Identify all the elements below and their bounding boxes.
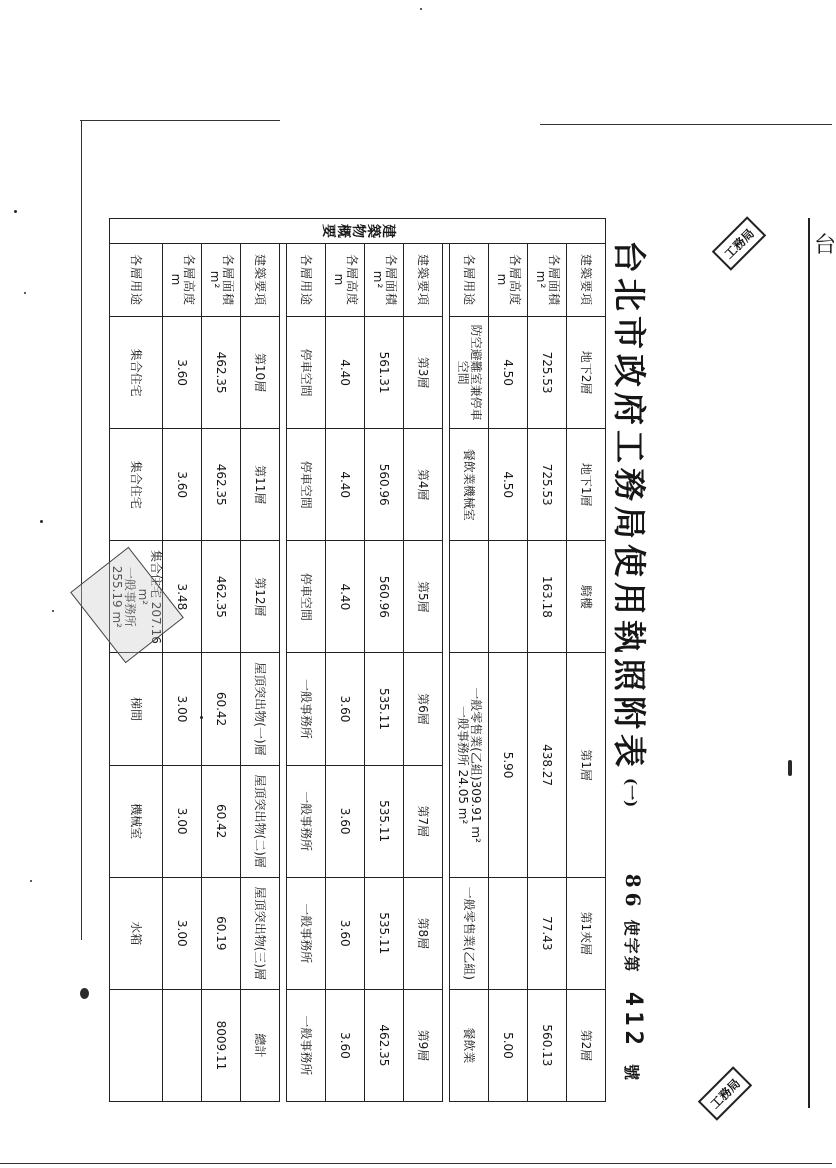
side-label-char: 要 bbox=[320, 224, 336, 238]
cell-height: 3.60 bbox=[326, 653, 365, 765]
official-stamp-top bbox=[712, 216, 766, 270]
cell-use: 集合住宅 bbox=[110, 429, 163, 541]
cell-use: 一般事務所 bbox=[287, 765, 326, 877]
cell-project: 第1層 bbox=[567, 653, 606, 877]
document-sheet bbox=[110, 218, 658, 1102]
cell-project: 第12層 bbox=[241, 541, 280, 653]
cell-project: 第5層 bbox=[404, 541, 443, 653]
cell-project: 屋頂突出物(三)層 bbox=[241, 877, 280, 989]
cell-project: 第9層 bbox=[404, 989, 443, 1101]
cell-height bbox=[489, 541, 528, 653]
table-row bbox=[241, 219, 280, 1102]
official-stamp-bottom-text: 工務局 bbox=[707, 1076, 744, 1112]
scan-speck bbox=[30, 880, 32, 882]
permit-suffix: 號 bbox=[622, 1063, 641, 1082]
scan-speck bbox=[52, 610, 54, 612]
cell-area: 462.35 bbox=[202, 429, 241, 541]
cell-height: 3.60 bbox=[326, 765, 365, 877]
cell-project: 第8層 bbox=[404, 877, 443, 989]
cell-area: 8009.11 bbox=[202, 989, 241, 1101]
official-stamp-top-text: 工務局 bbox=[721, 226, 758, 262]
side-label-char: 築 bbox=[365, 224, 381, 238]
cell-project: 地下2層 bbox=[567, 317, 606, 429]
cell-area: 535.11 bbox=[365, 877, 404, 989]
cell-use: 一般零售業(乙組)309.91 m² 一般事務所 24.05 m² bbox=[450, 653, 489, 877]
permit-serial: 412 bbox=[620, 991, 648, 1050]
cell-project: 第11層 bbox=[241, 429, 280, 541]
cell-project: 第2層 bbox=[567, 989, 606, 1101]
table-row bbox=[528, 219, 567, 1102]
cell-height: 3.48 bbox=[163, 541, 202, 653]
cell-use: 機械室 bbox=[110, 765, 163, 877]
official-stamp-bottom bbox=[698, 1066, 752, 1120]
cell-project: 總計 bbox=[241, 989, 280, 1101]
scan-frame-line bbox=[80, 120, 280, 121]
cell-area: 535.11 bbox=[365, 765, 404, 877]
cell-use: 梯間 bbox=[110, 653, 163, 765]
row-label-height: 各層高度 m bbox=[489, 244, 528, 317]
cell-project: 騎樓 bbox=[567, 541, 606, 653]
cell-use: 停車空間 bbox=[287, 317, 326, 429]
side-label-char: 概 bbox=[335, 224, 351, 238]
document-title-bar bbox=[606, 218, 658, 1102]
section-divider-cell bbox=[443, 244, 450, 1102]
row-label-height: 各層高度 m bbox=[163, 244, 202, 317]
row-label-area: 各層面積 m² bbox=[365, 244, 404, 317]
table-row bbox=[404, 219, 443, 1102]
scan-speck bbox=[40, 520, 43, 523]
cell-height: 4.50 bbox=[489, 429, 528, 541]
cell-use: 一般事務所 bbox=[287, 653, 326, 765]
document-title: 台北市政府工務局使用執照附表 bbox=[610, 240, 650, 772]
cell-area: 561.31 bbox=[365, 317, 404, 429]
scan-speck bbox=[14, 210, 17, 213]
cell-use: 集合住宅 207.16 m² 一般事務所 255.19 m² bbox=[110, 541, 163, 653]
cell-area: 725.53 bbox=[528, 429, 567, 541]
document-title-index: (一) bbox=[622, 778, 641, 808]
scan-frame-line bbox=[81, 120, 82, 940]
cell-project: 第1夾層 bbox=[567, 877, 606, 989]
scan-frame-line bbox=[0, 1163, 832, 1164]
cell-height: 5.00 bbox=[489, 989, 528, 1101]
cell-area: 438.27 bbox=[528, 653, 567, 877]
table-row bbox=[163, 219, 202, 1102]
row-label-area: 各層面積 m² bbox=[202, 244, 241, 317]
cell-area: 560.96 bbox=[365, 541, 404, 653]
cell-height bbox=[489, 877, 528, 989]
cell-project: 第10層 bbox=[241, 317, 280, 429]
cell-project: 第7層 bbox=[404, 765, 443, 877]
section-divider bbox=[280, 219, 287, 1102]
scan-speck bbox=[24, 292, 26, 294]
cell-area: 462.35 bbox=[365, 989, 404, 1101]
permit-word: 使字第 bbox=[622, 919, 641, 974]
cell-area: 60.42 bbox=[202, 765, 241, 877]
cell-height: 4.40 bbox=[326, 317, 365, 429]
cell-height: 4.50 bbox=[489, 317, 528, 429]
cell-use: 餐飲業 bbox=[450, 989, 489, 1101]
row-label-area: 各層面積 m² bbox=[528, 244, 567, 317]
cell-height: 5.90 bbox=[489, 653, 528, 877]
cell-use bbox=[110, 989, 163, 1101]
cell-height: 4.40 bbox=[326, 541, 365, 653]
cell-project: 第6層 bbox=[404, 653, 443, 765]
cell-height: 3.00 bbox=[163, 653, 202, 765]
cell-area: 560.96 bbox=[365, 429, 404, 541]
cell-height: 3.60 bbox=[163, 317, 202, 429]
cell-area: 560.13 bbox=[528, 989, 567, 1101]
scan-speck bbox=[80, 988, 89, 999]
cell-project: 屋頂突出物(一)層 bbox=[241, 653, 280, 765]
side-label-char: 建 bbox=[380, 224, 396, 238]
cell-height: 4.40 bbox=[326, 429, 365, 541]
cell-height: 3.60 bbox=[326, 989, 365, 1101]
cell-height: 3.60 bbox=[326, 877, 365, 989]
table-row bbox=[489, 219, 528, 1102]
table-row bbox=[450, 219, 489, 1102]
cell-area: 163.18 bbox=[528, 541, 567, 653]
row-label-project: 建築要項 bbox=[404, 244, 443, 317]
scan-frame-line bbox=[540, 124, 832, 125]
side-label-char: 物 bbox=[350, 224, 366, 238]
cell-use: 集合住宅 bbox=[110, 317, 163, 429]
cell-use: 一般事務所 bbox=[287, 989, 326, 1101]
section-divider-cell bbox=[280, 244, 287, 1102]
row-label-use: 各層用途 bbox=[110, 244, 163, 317]
cell-height: 3.00 bbox=[163, 765, 202, 877]
cell-area: 462.35 bbox=[202, 541, 241, 653]
adjacent-page-edge bbox=[808, 218, 834, 1108]
row-label-height: 各層高度 m bbox=[326, 244, 365, 317]
document-frame bbox=[110, 218, 658, 1102]
cell-use: 餐飲業機械室 bbox=[450, 429, 489, 541]
table-row bbox=[110, 219, 163, 1102]
table-row bbox=[202, 219, 241, 1102]
section-divider bbox=[443, 219, 450, 1102]
building-summary-table bbox=[109, 218, 606, 1102]
row-label-use: 各層用途 bbox=[287, 244, 326, 317]
cell-use: 防空避難室兼停車空間 bbox=[450, 317, 489, 429]
cell-use bbox=[450, 541, 489, 653]
row-label-use: 各層用途 bbox=[450, 244, 489, 317]
table-row bbox=[365, 219, 404, 1102]
table-row bbox=[567, 219, 606, 1102]
scan-speck bbox=[420, 8, 422, 10]
scan-speck bbox=[788, 760, 792, 776]
cell-project: 第4層 bbox=[404, 429, 443, 541]
cell-height: 3.60 bbox=[163, 429, 202, 541]
cell-use: 停車空間 bbox=[287, 429, 326, 541]
side-label bbox=[110, 219, 606, 244]
cell-use: 水箱 bbox=[110, 877, 163, 989]
cell-height bbox=[163, 989, 202, 1101]
adjacent-page-char: 台 bbox=[814, 233, 836, 258]
cell-use: 一般零售業(乙組) bbox=[450, 877, 489, 989]
cell-area: 60.19 bbox=[202, 877, 241, 989]
row-label-project: 建築要項 bbox=[241, 244, 280, 317]
cell-project: 第3層 bbox=[404, 317, 443, 429]
cell-use: 停車空間 bbox=[287, 541, 326, 653]
cell-area: 60.42 bbox=[202, 653, 241, 765]
table-row bbox=[326, 219, 365, 1102]
row-label-project: 建築要項 bbox=[567, 244, 606, 317]
cell-area: 462.35 bbox=[202, 317, 241, 429]
permit-number bbox=[620, 874, 648, 1090]
table-row bbox=[287, 219, 326, 1102]
cell-project: 地下1層 bbox=[567, 429, 606, 541]
cell-area: 535.11 bbox=[365, 653, 404, 765]
permit-year: 86 bbox=[621, 873, 645, 912]
cell-area: 725.53 bbox=[528, 317, 567, 429]
cell-height: 3.00 bbox=[163, 877, 202, 989]
cell-use: 一般事務所 bbox=[287, 877, 326, 989]
cell-area: 77.43 bbox=[528, 877, 567, 989]
cell-project: 屋頂突出物(二)層 bbox=[241, 765, 280, 877]
